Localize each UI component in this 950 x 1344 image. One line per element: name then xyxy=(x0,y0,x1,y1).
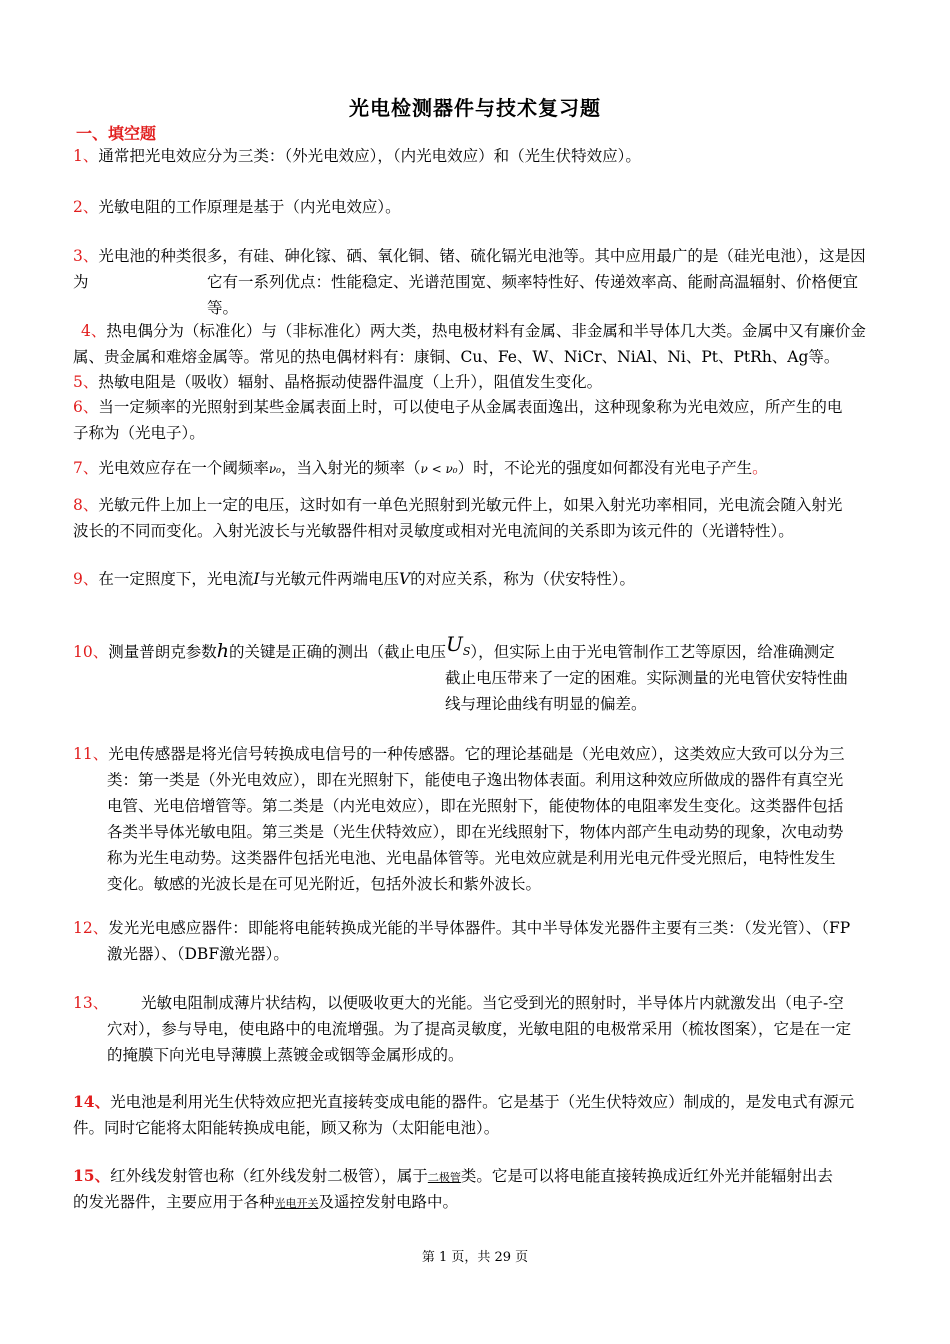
question-text: 光敏元件上加上一定的电压，这时如有一单色光照射到光敏元件上，如果入射光功率相同，光电流会随入射光 xyxy=(98,496,843,514)
question-1 xyxy=(73,143,879,169)
question-text: 的关键是正确的测出（截止电压 xyxy=(229,643,447,661)
question-13-line: 光敏电阻制成薄片状结构，以便吸收更大的光能。当它受到光的照射时，半导体片内就激发出（电子-空 xyxy=(141,994,844,1012)
question-number: 6、 xyxy=(73,398,99,416)
question-number: 15、 xyxy=(73,1166,111,1185)
question-number: 13、 xyxy=(73,994,109,1012)
question-11 xyxy=(73,741,879,767)
question-text: 光电效应存在一个阈频率 xyxy=(98,459,269,477)
link-photoelectric-switch[interactable]: 光电开关 xyxy=(274,1197,319,1210)
document-title: 光电检测器件与技术复习题 xyxy=(349,96,601,120)
question-text: 光电池的种类很多，有硅、砷化镓、硒、氧化铜、锗、硫化镉光电池等。其中应用最广的是（硅光电池），这是因为 xyxy=(73,247,866,291)
question-number: 14、 xyxy=(73,1092,111,1111)
question-15 xyxy=(73,1163,879,1191)
question-text: 及遥控发射电路中。 xyxy=(318,1193,459,1211)
question-text: 发光光电感应器件：即能将电能转换成光能的半导体器件。其中半导体发光器件主要有三类：（发光管）、（FP xyxy=(108,919,851,937)
question-text: 热电偶分为（标准化）与（非标准化）两大类，热电极材料有金属、非金属和半导体几大类。金属中又有廉价金 xyxy=(106,322,866,340)
question-number: 9、 xyxy=(73,570,99,588)
question-10-line-3: 线与理论曲线有明显的偏差。 xyxy=(445,695,647,713)
symbol-current: I xyxy=(253,570,260,588)
question-text: 的对应关系，称为（伏安特性）。 xyxy=(410,570,635,588)
question-8 xyxy=(73,492,879,518)
question-number: 4、 xyxy=(81,322,107,340)
question-text: ，当入射光的频率（ xyxy=(281,459,421,477)
question-11-line: 电管、光电倍增管等。第二类是（内光电效应），即在光照射下，能使物体的电阻率发生变化。这类器件包括 xyxy=(107,797,844,815)
symbol-cutoff-voltage: U xyxy=(446,632,463,656)
question-number: 12、 xyxy=(73,919,109,937)
question-14 xyxy=(73,1089,879,1115)
question-text: 的发光器件，主要应用于各种 xyxy=(73,1193,275,1211)
question-text: 热敏电阻是（吸收）辐射、晶格振动使器件温度（上升），阻值发生变化。 xyxy=(98,373,603,391)
question-2 xyxy=(73,194,879,220)
question-11-line: 各类半导体光敏电阻。第三类是（光生伏特效应），即在光线照射下，物体内部产生电动势的现象，次电动势 xyxy=(107,823,844,841)
question-3-line-2: 它有一系列优点：性能稳定、光谱范围宽、频率特性好、传递效率高、能耐高温辐射、价格便宜 xyxy=(207,273,859,291)
question-8-line-2: 波长的不同而变化。入射光波长与光敏器件相对灵敏度或相对光电流间的关系即为该元件的（光谱特性）。 xyxy=(73,522,794,540)
question-number: 7、 xyxy=(73,459,99,477)
question-text: 通常把光电效应分为三类：（外光电效应），（内光电效应）和（光生伏特效应）。 xyxy=(98,147,641,165)
link-diode[interactable]: 二极管 xyxy=(427,1171,461,1184)
question-number: 10、 xyxy=(73,643,109,661)
question-11-line: 称为光生电动势。这类器件包括光电池、光电晶体管等。光电效应就是利用光电元件受光照后，电特性发生 xyxy=(107,849,836,867)
question-13-line: 穴对），参与导电，使电路中的电流增强。为了提高灵敏度，光敏电阻的电极常采用（梳妆图案），它是在一定 xyxy=(107,1020,852,1038)
question-end-mark: 。 xyxy=(752,459,768,477)
question-number: 8、 xyxy=(73,496,99,514)
question-14-line-2: 件。同时它能将太阳能转换成电能，顾又称为（太阳能电池）。 xyxy=(73,1119,500,1137)
question-number: 1、 xyxy=(73,147,99,165)
question-text: 在一定照度下，光电流 xyxy=(98,570,254,588)
question-text: 光电池是利用光生伏特效应把光直接转变成电能的器件。它是基于（光生伏特效应）制成的，是发电式有源元 xyxy=(110,1093,855,1111)
symbol-nu-lt-nu0: ν < ν₀ xyxy=(420,462,458,476)
question-number: 3、 xyxy=(73,247,99,265)
question-12 xyxy=(73,915,879,941)
question-text: ），但实际上由于光电管制作工艺等原因，给准确测定 xyxy=(470,643,835,661)
question-9 xyxy=(73,566,879,592)
question-number: 11、 xyxy=(73,745,109,763)
question-10-line-2: 截止电压带来了一定的困难。实际测量的光电管伏安特性曲 xyxy=(445,669,849,687)
question-11-line: 变化。敏感的光波长是在可见光附近，包括外波长和紫外波长。 xyxy=(107,875,542,893)
question-6 xyxy=(73,394,879,420)
question-4-line-2: 属、贵金属和难熔金属等。常见的热电偶材料有：康铜、Cu、Fe、W、NiCr、NiAl、Ni、Pt、PtRh、Ag等。 xyxy=(73,348,840,366)
symbol-planck: h xyxy=(216,640,229,662)
question-11-line: 类：第一类是（外光电效应），即在光照射下，能使电子逸出物体表面。利用这种效应所做成的器件有真空光 xyxy=(107,771,844,789)
question-text: 光敏电阻的工作原理是基于（内光电效应）。 xyxy=(98,198,401,216)
question-text: 当一定频率的光照射到某些金属表面上时，可以使电子从金属表面逸出，这种现象称为光电效应，所产生的电 xyxy=(98,398,843,416)
question-text: 红外线发射管也称（红外线发射二极管），属于 xyxy=(110,1167,428,1185)
question-text: 光电传感器是将光信号转换成电信号的一种传感器。它的理论基础是（光电效应），这类效应大致可以分为三 xyxy=(108,745,845,763)
question-text: 与光敏元件两端电压 xyxy=(259,570,400,588)
question-6-line-2: 子称为（光电子）。 xyxy=(73,424,205,442)
question-number: 5、 xyxy=(73,373,99,391)
question-15-line-2 xyxy=(73,1189,879,1217)
question-13-line: 的掩膜下向光电导薄膜上蒸镀金或铟等金属形成的。 xyxy=(107,1046,464,1064)
section-heading: 一、填空题 xyxy=(76,124,157,143)
question-number: 2、 xyxy=(73,198,99,216)
symbol-voltage: V xyxy=(399,570,411,588)
symbol-nu0: ν₀ xyxy=(268,462,281,476)
question-4 xyxy=(73,318,879,344)
question-text: ）时，不论光的强度如何都没有光电子产生 xyxy=(457,459,753,477)
question-5 xyxy=(73,369,879,395)
question-text: 类。它是可以将电能直接转换成近红外光并能辐射出去 xyxy=(460,1167,833,1185)
symbol-cutoff-voltage-subscript: S xyxy=(462,645,471,659)
question-12-line-2: 激光器）、（DBF激光器）。 xyxy=(107,945,289,963)
question-text: 测量普朗克参数 xyxy=(108,643,217,661)
question-7 xyxy=(73,455,879,482)
question-3-line-3: 等。 xyxy=(207,299,239,317)
page-footer: 第 1 页，共 29 页 xyxy=(421,1250,529,1265)
